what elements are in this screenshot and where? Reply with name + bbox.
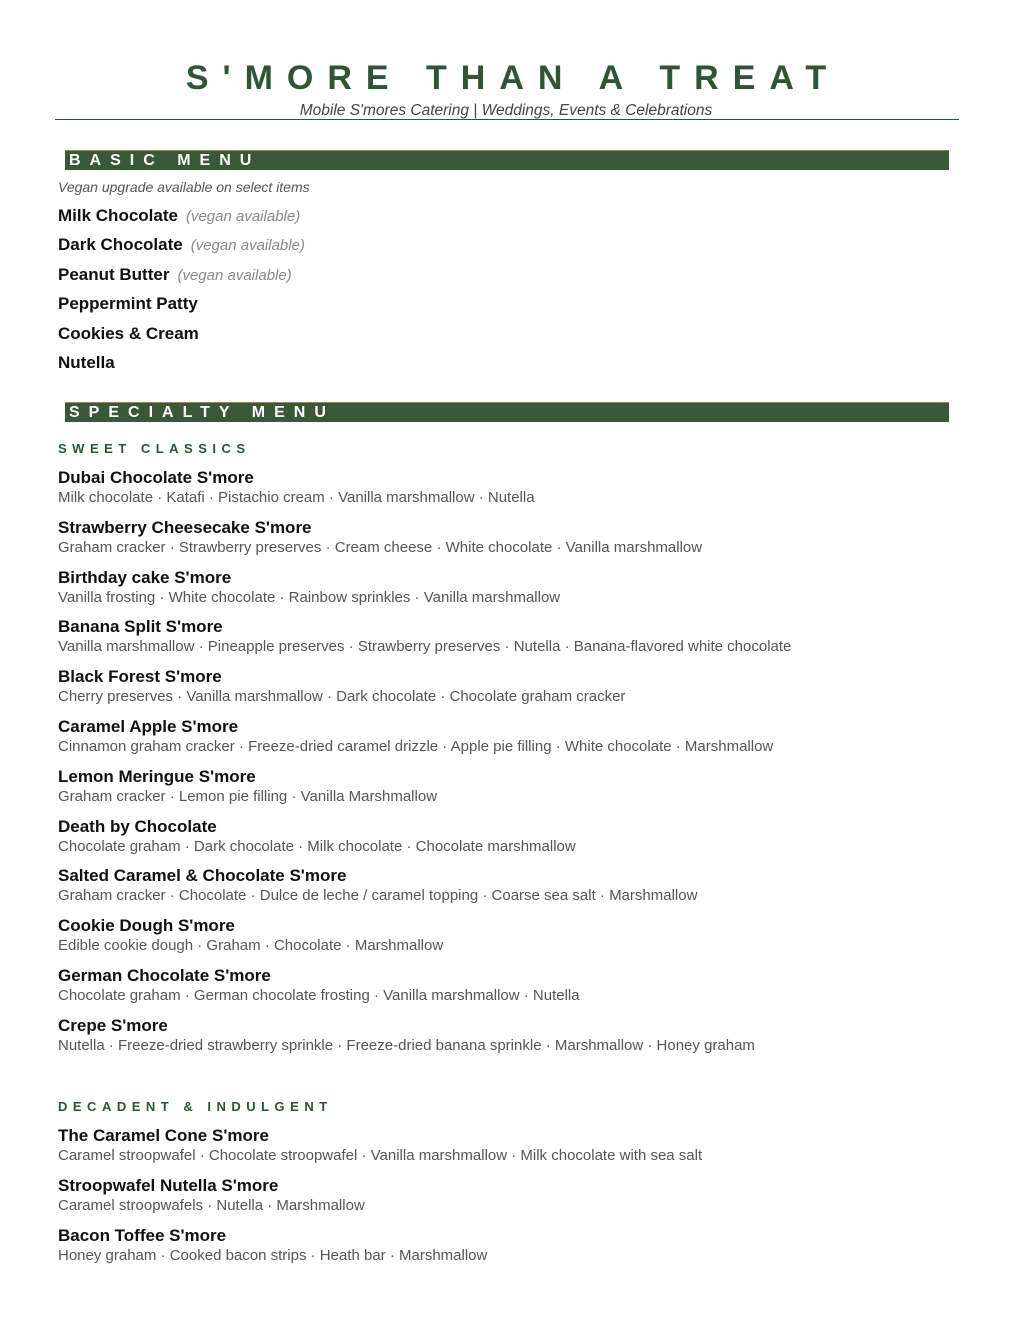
item-name: Salted Caramel & Chocolate S'more bbox=[58, 866, 347, 886]
item-name: Strawberry Cheesecake S'more bbox=[58, 517, 312, 537]
basic-menu-item bbox=[58, 324, 305, 353]
vegan-note: Vegan upgrade available on select items bbox=[58, 179, 310, 195]
basic-menu-item bbox=[58, 294, 305, 323]
menu-item bbox=[58, 1175, 702, 1225]
sweet-classics-heading: SWEET CLASSICS bbox=[58, 441, 251, 456]
vegan-tag: (vegan available) bbox=[177, 266, 292, 284]
decadent-heading: DECADENT & INDULGENT bbox=[58, 1099, 333, 1114]
item-ingredients: Milk chocolate · Katafi · Pistachio cream · Vanilla marshmallow · Nutella bbox=[58, 489, 535, 506]
menu-item bbox=[58, 467, 791, 517]
item-name: Cookie Dough S'more bbox=[58, 916, 235, 936]
page-subtitle: Mobile S'mores Catering | Weddings, Events & Celebrations bbox=[299, 102, 713, 119]
vegan-tag: (vegan available) bbox=[185, 208, 301, 225]
menu-item bbox=[58, 1015, 791, 1065]
item-ingredients: Chocolate graham · German chocolate frosting · Vanilla marshmallow · Nutella bbox=[58, 986, 580, 1004]
vegan-tag: (vegan available) bbox=[190, 237, 305, 255]
item-ingredients: Graham cracker · Strawberry preserves · Cream cheese · White chocolate · Vanilla marshmallow bbox=[58, 538, 703, 556]
item-name: Banana Split S'more bbox=[58, 617, 223, 637]
menu-item bbox=[58, 816, 791, 866]
item-ingredients: Caramel stroopwafels · Nutella · Marshmallow bbox=[58, 1196, 365, 1214]
menu-item bbox=[58, 567, 791, 617]
specialty-menu-heading: SPECIALTY MENU bbox=[65, 402, 949, 422]
menu-item bbox=[58, 766, 791, 816]
item-name: Stroopwafel Nutella S'more bbox=[58, 1175, 279, 1195]
basic-menu-item bbox=[58, 235, 305, 264]
item-ingredients: Chocolate graham · Dark chocolate · Milk chocolate · Chocolate marshmallow bbox=[58, 837, 576, 855]
item-ingredients: Vanilla marshmallow · Pineapple preserves · Strawberry preserves · Nutella · Banana-flavored white chocolate bbox=[58, 638, 792, 656]
item-name: Death by Chocolate bbox=[58, 816, 217, 836]
decadent-list bbox=[58, 1125, 702, 1274]
basic-menu-item bbox=[58, 206, 305, 235]
item-name: Lemon Meringue S'more bbox=[58, 766, 256, 786]
header-divider bbox=[55, 119, 959, 120]
item-name: Dark Chocolate bbox=[58, 235, 183, 255]
menu-item bbox=[58, 517, 791, 567]
item-name: Caramel Apple S'more bbox=[58, 716, 239, 736]
item-name: Peppermint Patty bbox=[58, 294, 198, 314]
page-title: S'MORE THAN A TREAT bbox=[185, 59, 841, 97]
menu-item bbox=[58, 915, 791, 965]
menu-item bbox=[58, 865, 791, 915]
item-ingredients: Graham cracker · Chocolate · Dulce de leche / caramel topping · Coarse sea salt · Marshmallow bbox=[58, 887, 698, 905]
item-name: Birthday cake S'more bbox=[58, 567, 232, 587]
item-name: Black Forest S'more bbox=[58, 667, 222, 687]
basic-menu-list bbox=[58, 206, 305, 382]
item-name: Peanut Butter bbox=[58, 264, 170, 284]
menu-item bbox=[58, 616, 791, 666]
basic-menu-item bbox=[58, 265, 305, 294]
item-name: German Chocolate S'more bbox=[58, 965, 271, 985]
item-ingredients: Vanilla frosting · White chocolate · Rainbow sprinkles · Vanilla marshmallow bbox=[58, 588, 561, 606]
item-name: The Caramel Cone S'more bbox=[58, 1126, 269, 1145]
basic-menu-heading: BASIC MENU bbox=[65, 150, 949, 170]
menu-item bbox=[58, 1125, 702, 1175]
item-name: Crepe S'more bbox=[58, 1015, 168, 1035]
item-name: Cookies & Cream bbox=[58, 323, 199, 343]
item-ingredients: Cinnamon graham cracker · Freeze-dried caramel drizzle · Apple pie filling · White chocolate · Marshmallow bbox=[58, 737, 774, 755]
menu-item bbox=[58, 716, 791, 766]
item-ingredients: Graham cracker · Lemon pie filling · Vanilla Marshmallow bbox=[58, 787, 438, 805]
sweet-classics-list bbox=[58, 467, 791, 1065]
menu-item bbox=[58, 965, 791, 1015]
item-ingredients: Honey graham · Cooked bacon strips · Heath bar · Marshmallow bbox=[58, 1246, 488, 1264]
item-name: Nutella bbox=[58, 352, 115, 372]
menu-item bbox=[58, 666, 791, 716]
basic-menu-item bbox=[58, 353, 305, 382]
item-ingredients: Cherry preserves · Vanilla marshmallow · Dark chocolate · Chocolate graham cracker bbox=[58, 688, 626, 706]
item-ingredients: Nutella · Freeze-dried strawberry sprinkle · Freeze-dried banana sprinkle · Marshmallow · Honey graham bbox=[58, 1036, 755, 1054]
item-name: Bacon Toffee S'more bbox=[58, 1225, 227, 1245]
item-name: Milk Chocolate bbox=[58, 206, 178, 225]
menu-item bbox=[58, 1225, 702, 1275]
item-ingredients: Edible cookie dough · Graham · Chocolate · Marshmallow bbox=[58, 937, 444, 955]
item-ingredients: Caramel stroopwafel · Chocolate stroopwafel · Vanilla marshmallow · Milk chocolate with sea salt bbox=[58, 1147, 703, 1164]
item-name: Dubai Chocolate S'more bbox=[58, 468, 254, 487]
